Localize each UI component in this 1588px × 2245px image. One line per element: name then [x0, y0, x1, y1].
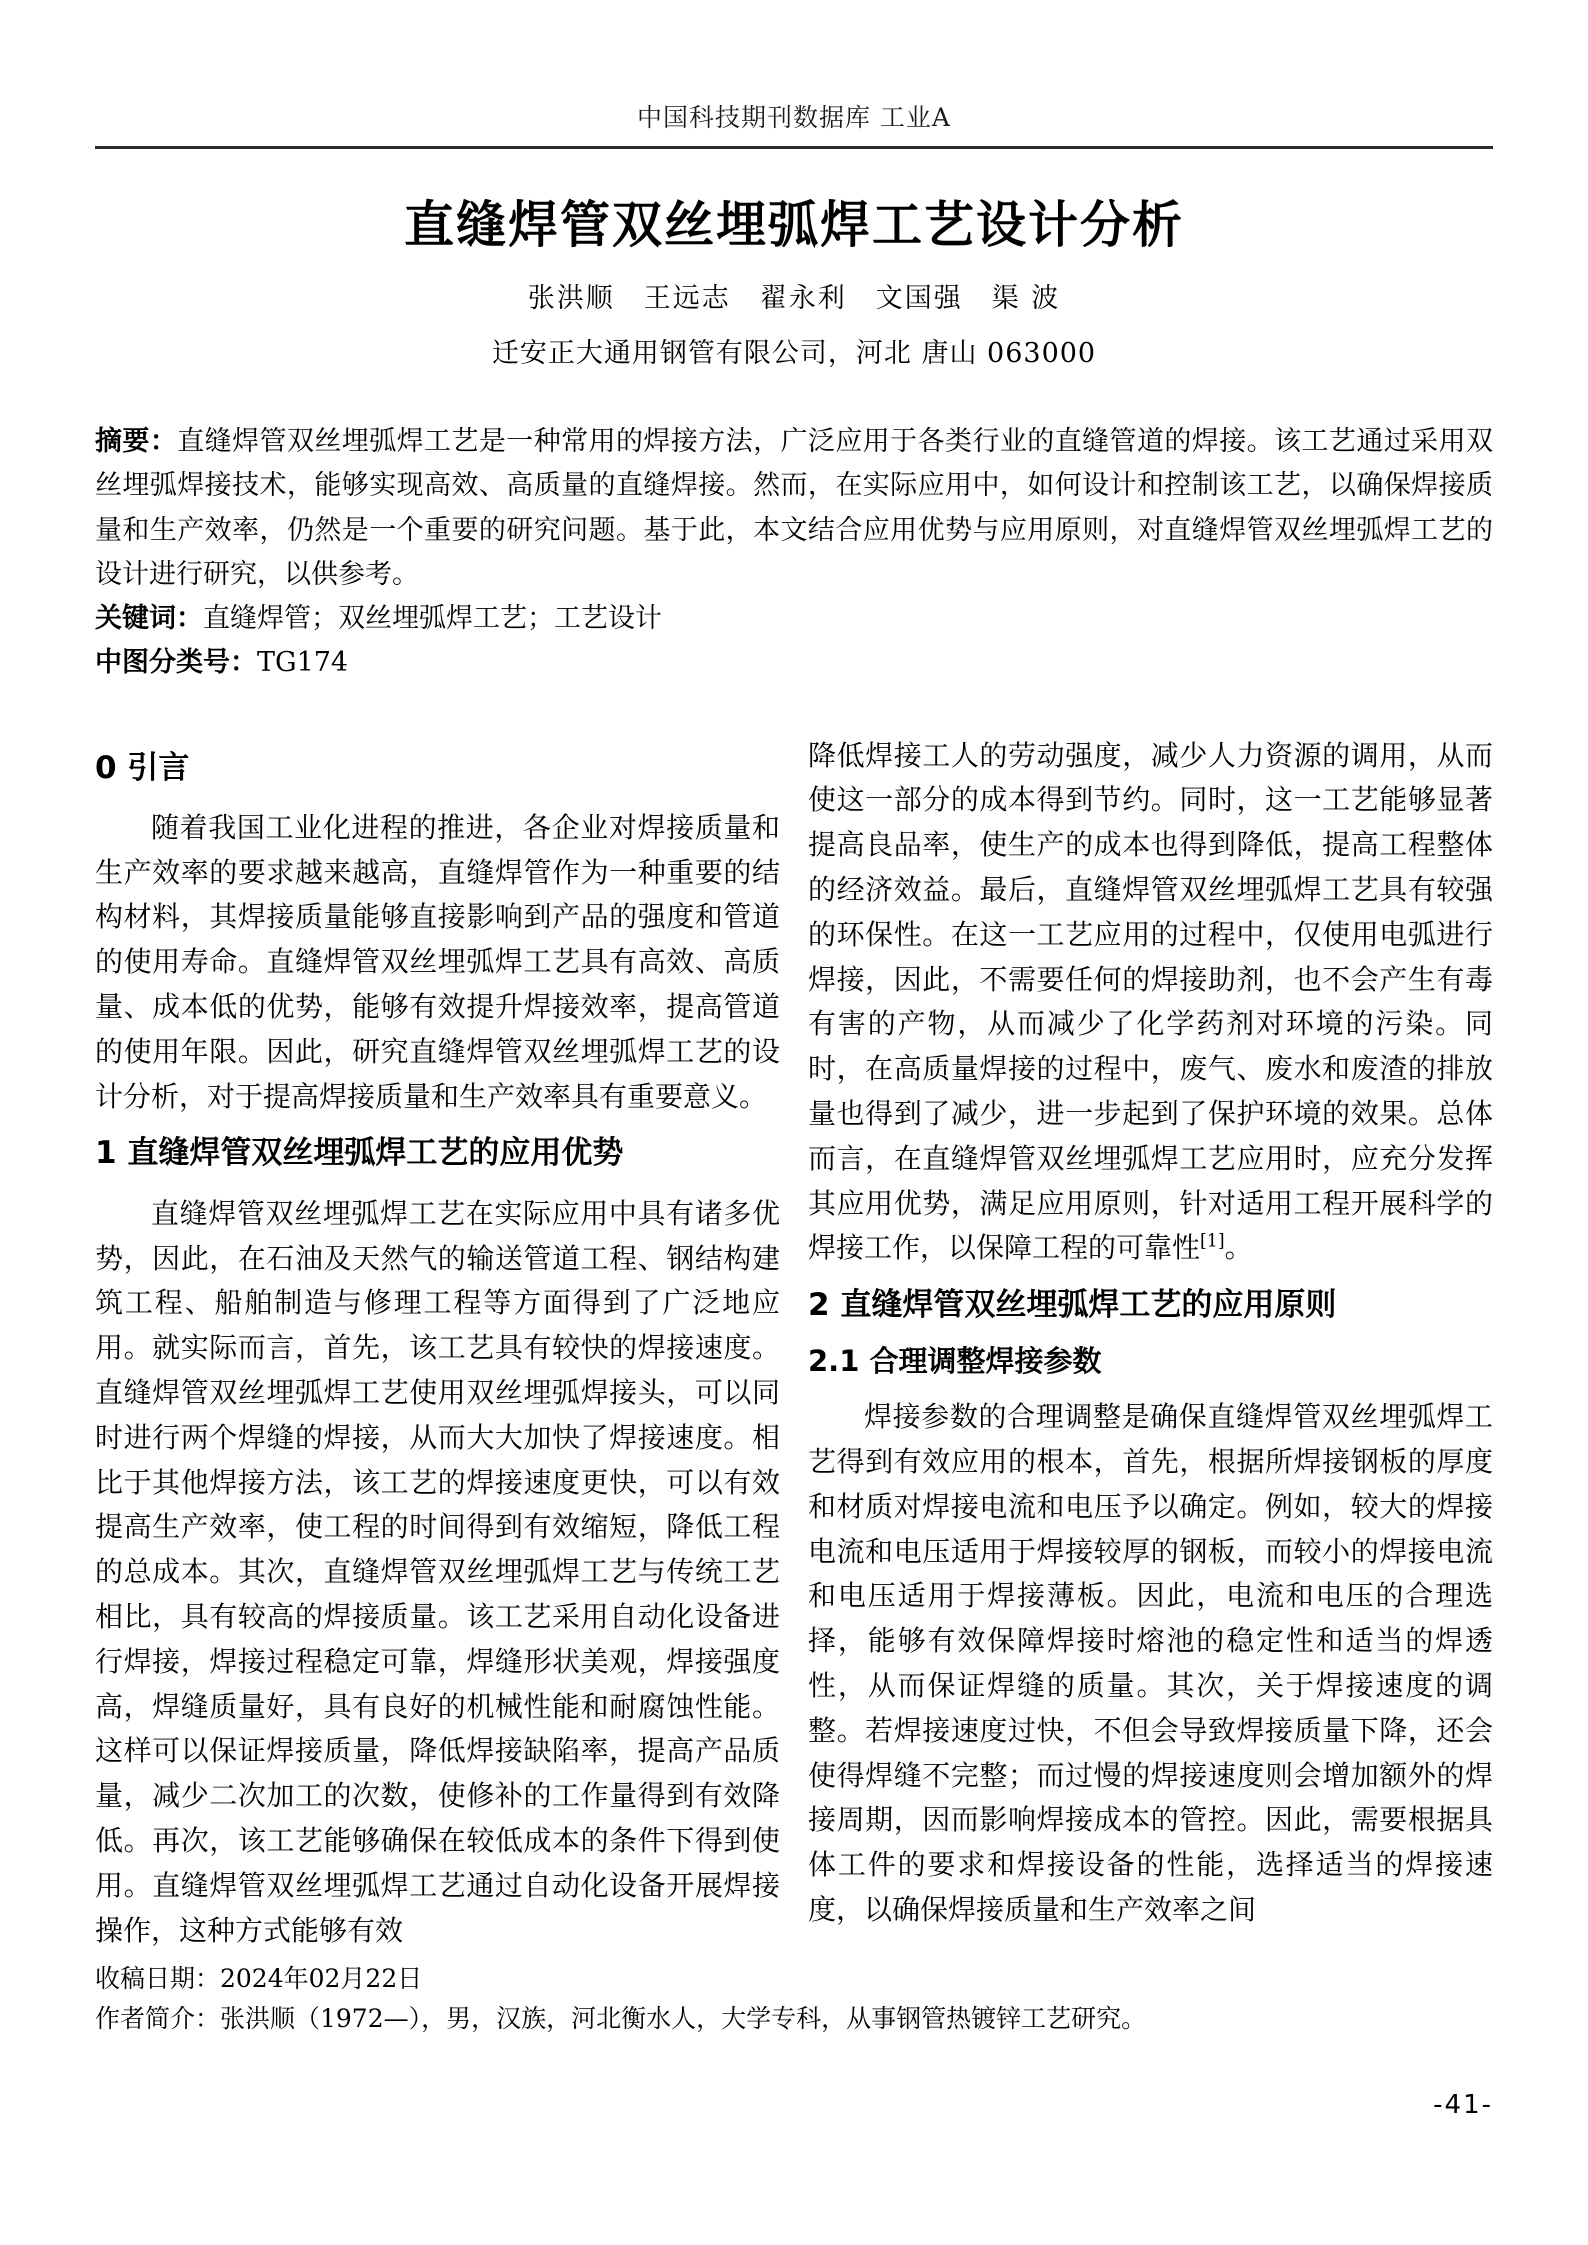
- body-columns: [95, 734, 1493, 1954]
- section-2-1-paragraph: 焊接参数的合理调整是确保直缝焊管双丝埋弧焊工艺得到有效应用的根本，首先，根据所焊接钢板的厚度和材质对焊接电流和电压予以确定。例如，较大的焊接电流和电压适用于焊接较厚的钢板，而较小的焊接电流和电压适用于焊接薄板。因此，电流和电压的合理选择，能够有效保障焊接时熔池的稳定性和适当的焊透性，从而保证焊缝的质量。其次，关于焊接速度的调整。若焊接速度过快，不但会导致焊接质量下降，还会使得焊缝不完整；而过慢的焊接速度则会增加额外的焊接周期，因而影响焊接成本的管控。因此，需要根据具体工件的要求和焊接设备的性能，选择适当的焊接速度，以确保焊接质量和生产效率之间: [808, 1400, 1493, 1926]
- keywords-label: 关键词：: [95, 603, 203, 635]
- section-0-paragraph: 随着我国工业化进程的推进，各企业对焊接质量和生产效率的要求越来越高，直缝焊管作为一种重要的结构材料，其焊接质量能够直接影响到产品的强度和管道的使用寿命。直缝焊管双丝埋弧焊工艺具有高效、高质量、成本低的优势，能够有效提升焊接效率，提高管道的使用年限。因此，研究直缝焊管双丝埋弧焊工艺的设计分析，对于提高焊接质量和生产效率具有重要意义。: [95, 810, 780, 1113]
- continuation-text: 降低焊接工人的劳动强度，减少人力资源的调用，从而使这一部分的成本得到节约。同时，这一工艺能够显著提高良品率，使生产的成本也得到降低，提高工程整体的经济效益。最后，直缝焊管双丝埋弧焊工艺具有较强的环保性。在这一工艺应用的过程中，仅使用电弧进行焊接，因此，不需要任何的焊接助剂，也不会产生有毒有害的产物，从而减少了化学药剂对环境的污染。同时，在高质量焊接的过程中，废气、废水和废渣的排放量也得到了减少，进一步起到了保护环境的效果。总体而言，在直缝焊管双丝埋弧焊工艺应用时，应充分发挥其应用优势，满足应用原则，针对适用工程开展科学的焊接工作，以保障工程的可靠性: [808, 738, 1493, 1265]
- footnotes: [95, 1959, 1493, 2038]
- clc-text: TG174: [257, 647, 349, 679]
- page-number: -41-: [1433, 2090, 1493, 2120]
- section-heading-1: 1 直缝焊管双丝埋弧焊工艺的应用优势: [95, 1135, 624, 1172]
- abstract: [95, 420, 1493, 597]
- received-date: 收稿日期：2024年02月22日: [95, 1964, 423, 1994]
- header-divider: [95, 146, 1493, 149]
- section-heading-0: 0 引言: [95, 749, 190, 786]
- right-column: [808, 734, 1493, 1954]
- abstract-label: 摘要：: [95, 426, 178, 457]
- subsection-heading-2-1: 2.1 合理调整焊接参数: [808, 1344, 1102, 1379]
- author-bio: 作者简介：张洪顺（1972—），男，汉族，河北衡水人，大学专科，从事钢管热镀锌工艺研究。: [95, 2003, 1147, 2033]
- abstract-text: 直缝焊管双丝埋弧焊工艺是一种常用的焊接方法，广泛应用于各类行业的直缝管道的焊接。该工艺通过采用双丝埋弧焊接技术，能够实现高效、高质量的直缝焊接。然而，在实际应用中，如何设计和控制该工艺，以确保焊接质量和生产效率，仍然是一个重要的研究问题。基于此，本文结合应用优势与应用原则，对直缝焊管双丝埋弧焊工艺的设计进行研究，以供参考。: [95, 426, 1494, 590]
- continuation-text-end: 。: [1224, 1231, 1253, 1265]
- continuation-paragraph: [808, 734, 1493, 1272]
- article-title: 直缝焊管双丝埋弧焊工艺设计分析: [404, 196, 1184, 254]
- keywords-line: [95, 597, 1493, 641]
- clc-label: 中图分类号：: [95, 647, 257, 679]
- running-head: 中国科技期刊数据库 工业A: [636, 103, 951, 132]
- authors-line: 张洪顺 王远志 翟永利 文国强 渠 波: [527, 283, 1061, 314]
- left-column: [95, 734, 780, 1954]
- keywords-text: 直缝焊管；双丝埋弧焊工艺；工艺设计: [203, 603, 662, 635]
- reference-marker: [1]: [1200, 1232, 1225, 1253]
- section-1-paragraph: 直缝焊管双丝埋弧焊工艺在实际应用中具有诸多优势，因此，在石油及天然气的输送管道工程、钢结构建筑工程、船舶制造与修理工程等方面得到了广泛地应用。就实际而言，首先，该工艺具有较快的焊接速度。直缝焊管双丝埋弧焊工艺使用双丝埋弧焊接头，可以同时进行两个焊缝的焊接，从而大大加快了焊接速度。相比于其他焊接方法，该工艺的焊接速度更快，可以有效提高生产效率，使工程的时间得到有效缩短，降低工程的总成本。其次，直缝焊管双丝埋弧焊工艺与传统工艺相比，具有较高的焊接质量。该工艺采用自动化设备进行焊接，焊接过程稳定可靠，焊缝形状美观，焊接强度高，焊缝质量好，具有良好的机械性能和耐腐蚀性能。这样可以保证焊接质量，降低焊接缺陷率，提高产品质量，减少二次加工的次数，使修补的工作量得到有效降低。再次，该工艺能够确保在较低成本的条件下得到使用。直缝焊管双丝埋弧焊工艺通过自动化设备开展焊接操作，这种方式能够有效: [95, 1196, 780, 1947]
- section-heading-2: 2 直缝焊管双丝埋弧焊工艺的应用原则: [808, 1287, 1337, 1324]
- affiliation-line: 迁安正大通用钢管有限公司，河北 唐山 063000: [491, 337, 1097, 369]
- clc-line: [95, 641, 1493, 685]
